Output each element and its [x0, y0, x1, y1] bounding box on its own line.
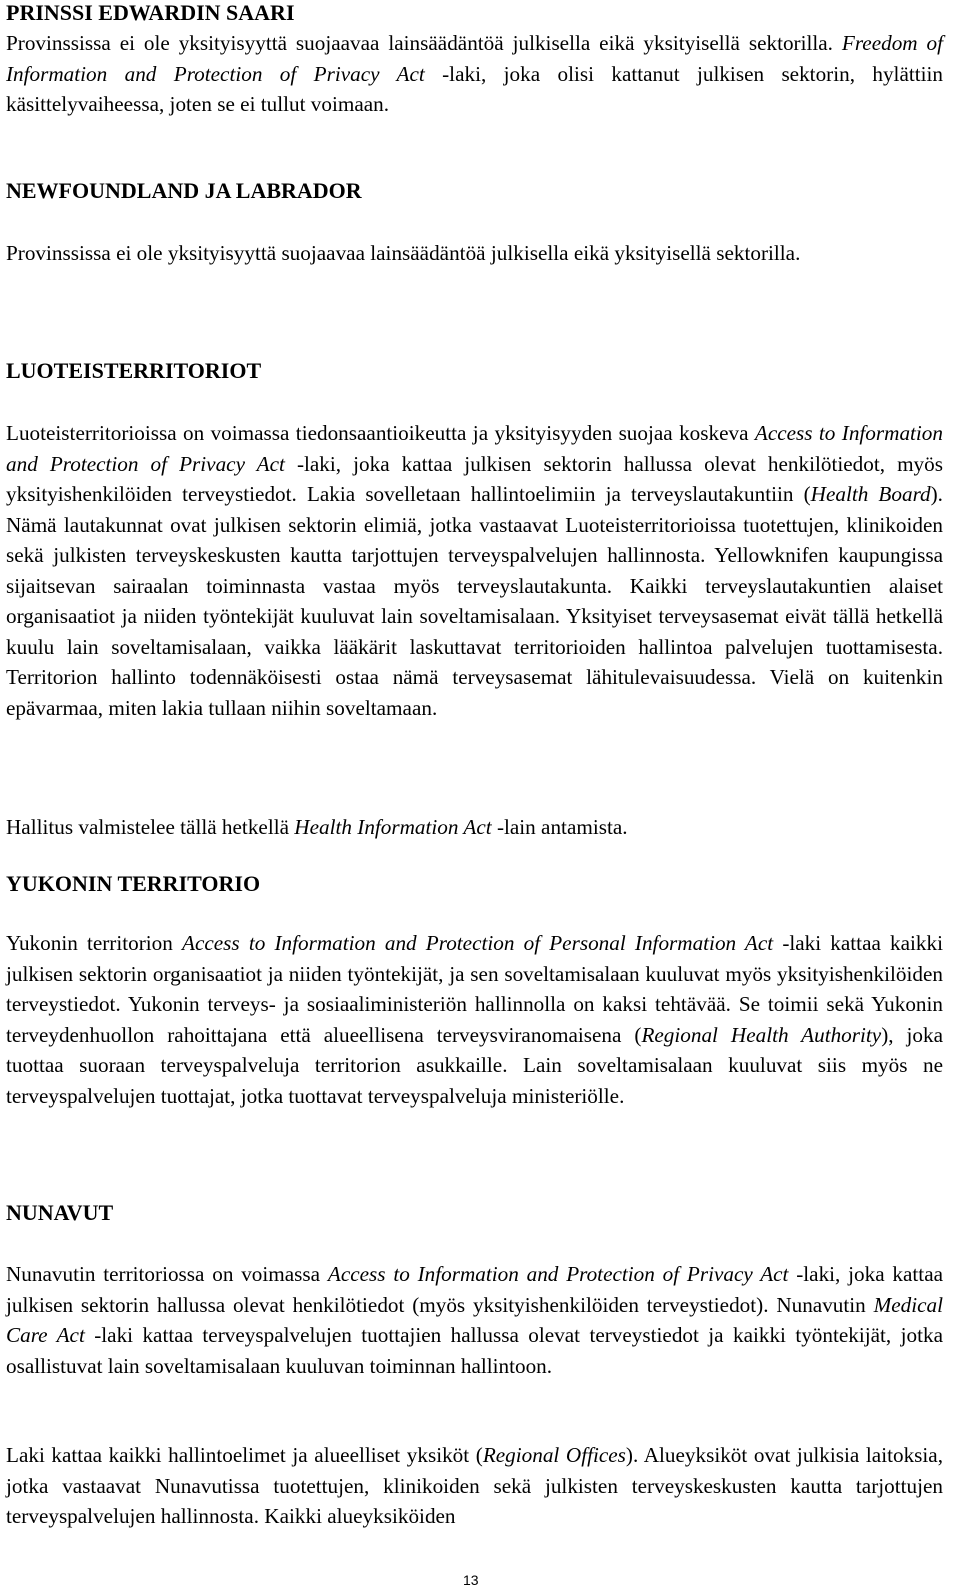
- law-title: Access to Information and Protection of Personal Information Act: [182, 931, 774, 955]
- text-run: ). Nämä lautakunnat ovat julkisen sektorin elimiä, jotka vastaavat Luoteisterritorioissa tuotettujen, klinikoiden sekä julkisten terveyskeskusten kautta tarjottujen terveyspalvelujen hallinnosta. Yellowknifen kaupungissa sijaitsevan sairaalan toiminnasta vastaa myös terveyslautakunta. Kaikki terveyslautakuntien alaiset organisaatiot ja niiden työntekijät kuuluvat lain soveltamisalaan. Yksityiset terveysasemat eivät tällä hetkellä kuulu lain soveltamisalaan, vaikka lääkärit laskuttavat territorioiden hallintoa palvelujen tuottamisesta. Territorion hallinto todennäköisesti ostaa nämä terveysasemat lähitulevaisuudessa. Vielä on kuitenkin epävarmaa, miten lakia tullaan niihin soveltamaan.: [6, 482, 943, 720]
- heading-luoteisterritoriot: LUOTEISTERRITORIOT: [6, 358, 262, 383]
- law-title: Freedom of Information and Protection of Privacy Act: [6, 31, 943, 86]
- page-number: 13: [463, 1572, 479, 1588]
- paragraph-nunavut-1: [6, 1259, 943, 1381]
- paragraph-luoteis-2: [6, 812, 943, 843]
- body-name: Health Board: [810, 482, 931, 506]
- heading-nunavut: NUNAVUT: [6, 1200, 114, 1225]
- paragraph-prinssi-1: [6, 28, 943, 120]
- paragraph-newfoundland-1: Provinssissa ei ole yksityisyyttä suojaavaa lainsäädäntöä julkisella eikä yksityisellä sektorilla.: [6, 241, 801, 265]
- law-title: Access to Information and Protection of Privacy Act: [6, 421, 943, 476]
- heading-yukonin-territorio: YUKONIN TERRITORIO: [6, 871, 261, 896]
- text-run: Provinssissa ei ole yksityisyyttä suojaavaa lainsäädäntöä julkisella eikä yksityisellä sektorilla.: [6, 31, 842, 55]
- paragraph-luoteis-1: [6, 418, 943, 723]
- text-run: Yukonin territorion: [6, 931, 183, 955]
- office-name: Regional Offices: [482, 1443, 626, 1467]
- text-run: -laki, joka olisi kattanut julkisen sektorin, hylättiin käsittelyvaiheessa, joten se ei tullut voimaan.: [6, 61, 943, 116]
- text-run: -laki kattaa terveyspalvelujen tuottajien hallussa olevat terveystiedot ja kaikki työntekijät, jotka osallistuvat lain soveltamisalaan kuuluvan toiminnan hallintoon.: [6, 1323, 943, 1378]
- paragraph-yukon-1: [6, 928, 943, 1111]
- paragraph-nunavut-2: [6, 1440, 943, 1532]
- text-run: ), joka tuottaa suoraan terveyspalveluja territorion asukkaille. Lain soveltamisalaan kuuluvat siis myös ne terveyspalvelujen tuottajat, jotka tuottavat terveyspalveluja ministeriölle.: [6, 1022, 943, 1108]
- text-run: Luoteisterritorioissa on voimassa tiedonsaantioikeutta ja yksityisyyden suojaa koskeva: [6, 421, 755, 445]
- text-run: -laki, joka kattaa julkisen sektorin hallussa olevat henkilötiedot (myös yksityishenkilöiden terveystiedot). Nunavutin: [6, 1262, 944, 1317]
- law-title: Medical Care Act: [6, 1292, 943, 1347]
- text-run: -laki, joka kattaa julkisen sektorin hallussa olevat henkilötiedot, myös yksityishenkilöiden terveystiedot. Lakia sovelletaan hallintoelimiin ja terveyslautakuntiin (: [6, 451, 943, 506]
- law-title: Health Information Act: [294, 815, 492, 839]
- law-title: Access to Information and Protection of Privacy Act: [327, 1262, 789, 1286]
- text-run: Nunavutin territoriossa on voimassa: [6, 1262, 328, 1286]
- text-run: Laki kattaa kaikki hallintoelimet ja alueelliset yksiköt (: [6, 1443, 483, 1467]
- text-run: ). Alueyksiköt ovat julkisia laitoksia, jotka vastaavat Nunavutissa tuotettujen, klinikoiden sekä julkisten terveyskeskusten kautta tarjottujen terveyspalvelujen hallinnosta. Kaikki alueyksiköiden: [6, 1443, 943, 1528]
- text-run: -laki kattaa kaikki julkisen sektorin organisaatiot ja niiden työntekijät, ja sen soveltamisalaan kuuluvat myös yksityishenkilöiden terveystiedot. Yukonin terveys- ja sosiaaliministeriön hallinnolla on kaksi tehtävää. Se toimii sekä Yukonin terveydenhuollon rahoittajana että alueellisena terveysviranomaisena (: [6, 931, 943, 1047]
- heading-newfoundland-ja-labrador: NEWFOUNDLAND JA LABRADOR: [6, 178, 362, 203]
- authority-name: Regional Health Authority: [641, 1022, 882, 1047]
- text-run: -lain antamista.: [491, 815, 628, 839]
- heading-prinssi-edwardin-saari: PRINSSI EDWARDIN SAARI: [6, 0, 295, 25]
- text-run: Hallitus valmistelee tällä hetkellä: [6, 815, 295, 839]
